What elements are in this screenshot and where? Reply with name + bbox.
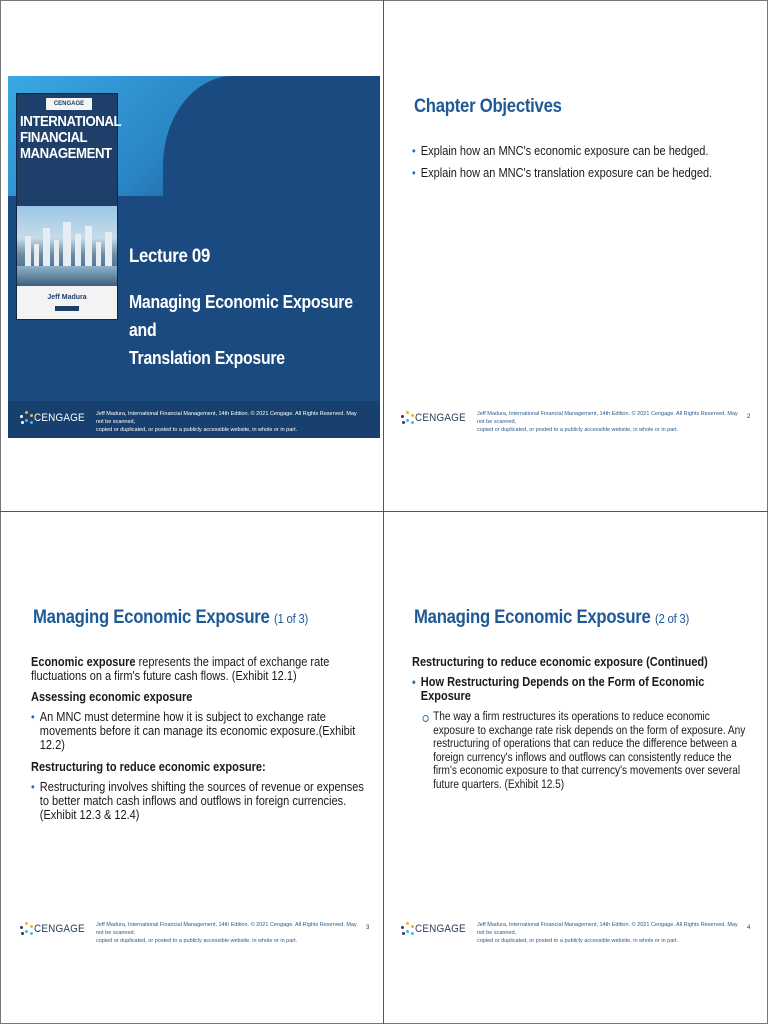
definition-term: Economic exposure xyxy=(31,655,136,669)
title-slide xyxy=(8,76,380,438)
economic-exposure-slide-1 xyxy=(8,587,380,949)
cengage-logo-icon xyxy=(401,411,412,425)
lecture-title: Managing Economic Exposure and Translation Exposure xyxy=(129,292,353,368)
section-heading: Assessing economic exposure xyxy=(31,690,193,704)
copyright-notice: Jeff Madura, International Financial Management, 14th Edition. © 2021 Cengage. All Rights Reserved. May not be scanned, copied or duplicated, or posted to a publicly accessible website, in whole or in part. xyxy=(96,922,357,944)
copyright-notice: Jeff Madura, International Financial Management, 14th Edition. © 2021 Cengage. All Rights Reserved. May not be scanned, copied or duplicated, or posted to a publicly accessible website, in whole or in part. xyxy=(477,411,738,433)
sub-bullet-item: The way a firm restructures its operations to reduce economic exposure to exchange rate risk depends on the form of exposure. Any restructuring of operations that can reduce the difference between a foreign currency's inflows and outflows can consistently reduce the firm's economic exposure to that currency's movements over several future quarters. (Exhibit 12.5) xyxy=(421,711,747,792)
book-brand: CENGAGE xyxy=(46,98,92,110)
slide-title xyxy=(414,607,689,629)
page-number: 3 xyxy=(366,925,370,931)
economic-exposure-slide-2 xyxy=(389,587,761,949)
page-number: 2 xyxy=(747,414,751,420)
definition-text: represents the impact of exchange rate fluctuations on a firm's future cash flows. (Exhibit 12.1) xyxy=(31,655,330,683)
book-cover-image xyxy=(16,93,122,320)
cengage-logo-icon xyxy=(401,922,412,936)
page-number: 4 xyxy=(747,925,751,931)
cengage-wordmark: CENGAGE xyxy=(414,923,466,935)
cengage-wordmark: CENGAGE xyxy=(33,923,85,935)
slide-body xyxy=(412,655,746,792)
section-heading: Restructuring to reduce economic exposure: xyxy=(31,760,266,774)
objectives-slide xyxy=(389,76,761,438)
bullet-item: • Restructuring involves shifting the sources of revenue or expenses to better match cash inflows and outflows in foreign currencies.(Exhibit 12.3 & 12.4) xyxy=(31,780,365,822)
slide-body xyxy=(412,144,746,188)
city-skyline-image xyxy=(17,206,117,286)
copyright-notice: Jeff Madura, International Financial Management, 14th Edition. © 2021 Cengage. All Rights Reserved. May not be scanned, copied or duplicated, or posted to a publicly accessible website, in whole or in part. xyxy=(96,411,357,433)
cengage-logo xyxy=(20,921,90,937)
slide-title-text: Managing Economic Exposure xyxy=(33,607,270,628)
cengage-logo-icon xyxy=(20,922,31,936)
cengage-logo xyxy=(20,410,90,426)
copyright-notice: Jeff Madura, International Financial Management, 14th Edition. © 2021 Cengage. All Rights Reserved. May not be scanned, copied or duplicated, or posted to a publicly accessible website, in whole or in part. xyxy=(477,922,738,944)
cengage-wordmark: CENGAGE xyxy=(414,412,466,424)
slide-body xyxy=(31,655,365,830)
bullet-item: • An MNC must determine how it is subject to exchange rate movements before it can manage its economic exposure.(Exhibit 12.2) xyxy=(31,710,365,752)
book-title: INTERNATIONAL FINANCIAL MANAGEMENT xyxy=(20,113,122,162)
definition-paragraph xyxy=(31,655,365,683)
bullet-item: • How Restructuring Depends on the Form of Economic Exposure xyxy=(412,675,746,703)
cengage-logo-icon xyxy=(20,411,31,425)
slide-part-indicator: (1 of 3) xyxy=(273,611,309,626)
banner-curve xyxy=(163,76,380,216)
cengage-logo xyxy=(401,921,471,937)
bullet-item: • Explain how an MNC's economic exposure can be hedged. xyxy=(412,144,746,158)
cengage-wordmark: CENGAGE xyxy=(33,412,85,424)
edition-badge xyxy=(55,306,79,311)
bullet-item: • Explain how an MNC's translation exposure can be hedged. xyxy=(412,166,746,180)
grid-divider-vertical xyxy=(383,0,384,1024)
lecture-number: Lecture 09 xyxy=(129,246,211,267)
grid-divider-horizontal xyxy=(0,511,768,512)
book-author: Jeff Madura xyxy=(47,294,87,301)
cengage-logo xyxy=(401,410,471,426)
section-heading: Restructuring to reduce economic exposure (Continued) xyxy=(412,655,708,669)
slide-title xyxy=(33,607,308,629)
slide-title: Chapter Objectives xyxy=(414,96,562,117)
slide-title-text: Managing Economic Exposure xyxy=(414,607,651,628)
slide-part-indicator: (2 of 3) xyxy=(654,611,690,626)
